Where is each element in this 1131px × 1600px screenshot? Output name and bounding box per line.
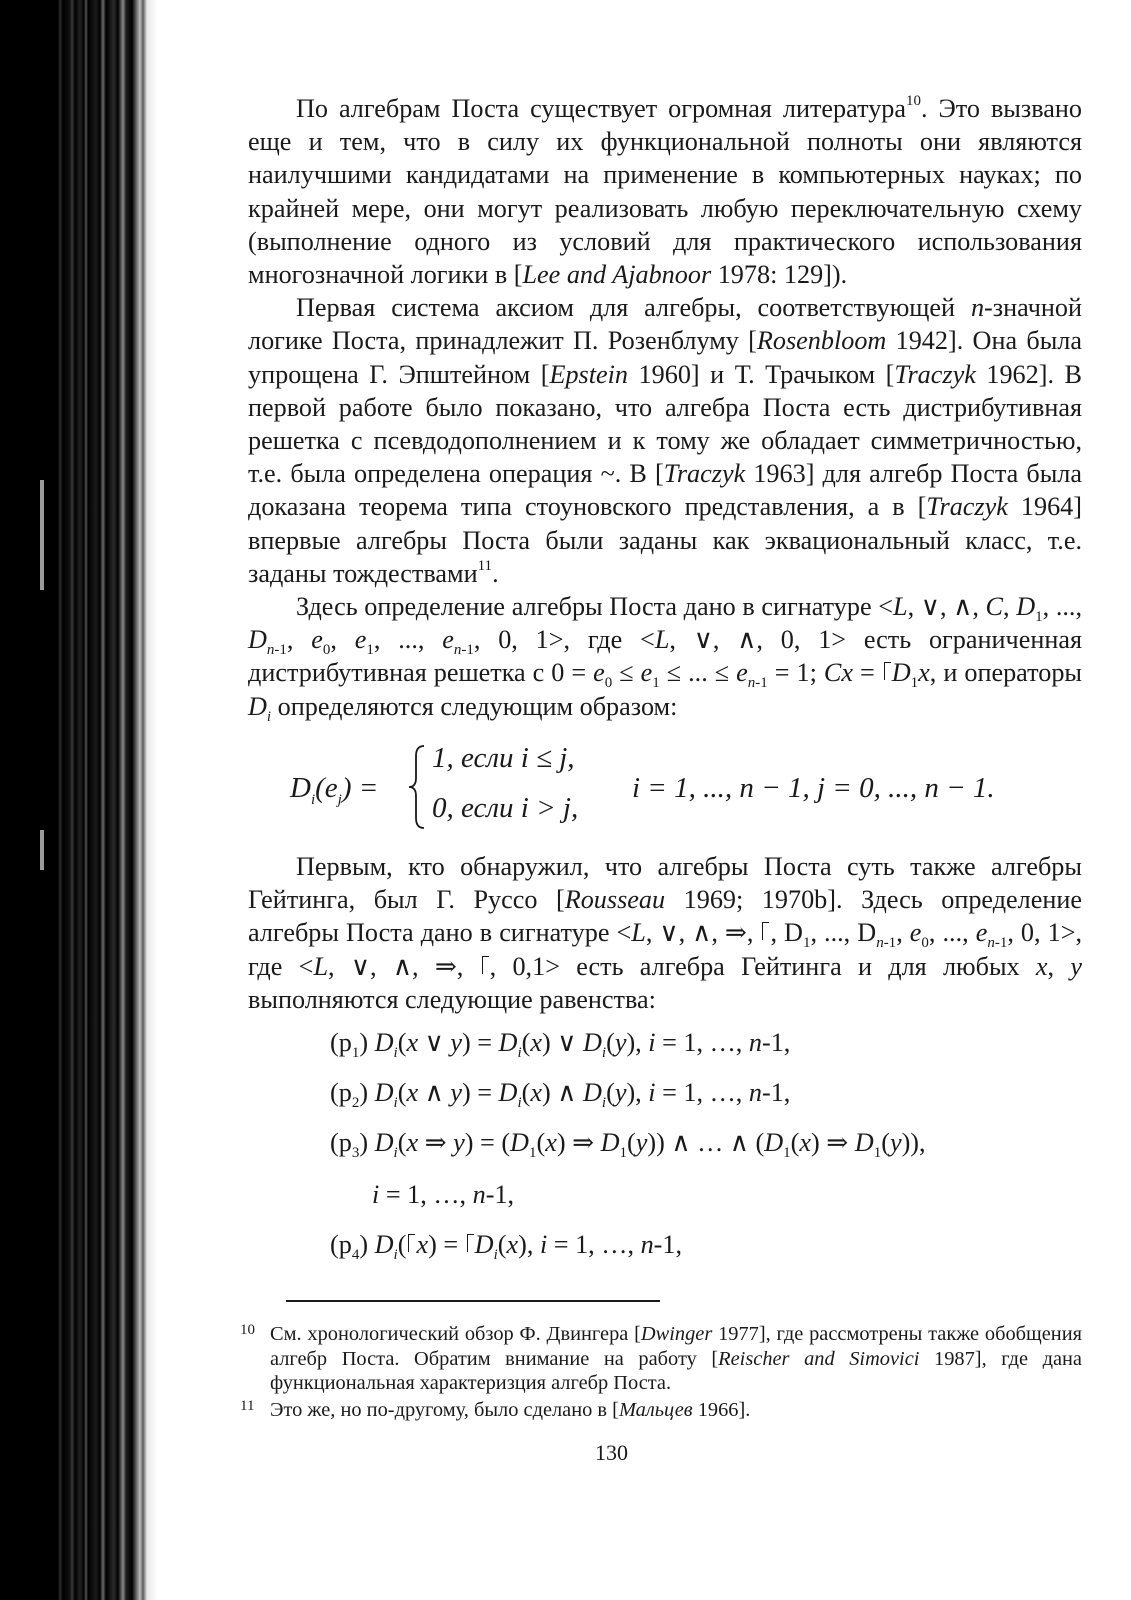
scan-binding-mark bbox=[40, 830, 44, 870]
scan-binding-mark bbox=[40, 480, 44, 590]
paragraph-4: Первым, кто обнаружил, что алгебры Поста суть также алгебры Гейтинга, был Г. Руссо [Rousseau 1969; 1970b]. Здесь определение алгебры Поста дано в сигнатуре <L, ∨, ∧, ⇒, , $D_1$, ..., $D_{n-1}$, $e_0$, ..., $e_{n-1}$, 0, 1>, где <L, ∨, ∧, ⇒, , 0,1> есть алгебра Гейтинга и для любых x, y выполняются следующие равенства: bbox=[248, 852, 1083, 1014]
paragraph-3: Здесь определение алгебры Поста дано в сигнатуре <L, ∨, ∧, C, $D_1$, ..., $D_{n-1}$, $e_0$, $e_1$, ..., $e_{n-1}$, 0, 1>, где <L, ∨, ∧, 0, 1> есть ограниченная дистрибутивная решетка с $0 = e_0 \le e_1$ ≤ ... ≤ $e_{n-1} = 1$; $Cx = D_1x$, и операторы $D_i$ определяются следующим образом: bbox=[248, 592, 1083, 725]
page-number: 130 bbox=[595, 1440, 628, 1465]
footnote-11: 11 Это же, но по-другому, было сделано в [Мальцев 1966]. bbox=[240, 1398, 751, 1421]
page-body bbox=[248, 92, 1082, 723]
paragraph-2: Первая система аксиом для алгебры, соответствующей n-значной логике Поста, принадлежит П. Розенблуму [Rosenbloom 1942]. Она была упрощена Г. Эпштейном [Epstein 1960] и Т. Трачыком [Traczyk 1962]. В первой работе было показано, что алгебра Поста есть дистрибутивная решетка с псевдодополнением и к тому же обладает симметричностью, т.е. была определена операция ~. В [Traczyk 1963] для алгебр Поста была доказана теорема типа стоуновского представления, а в [Traczyk 1964] впервые алгебры Поста были заданы как эквациональный класс, т.е. заданы тождествами$^{11}$. bbox=[248, 293, 1082, 588]
scan-binding-edge bbox=[0, 0, 158, 1600]
equation-p3: $(p_3)$ $D_i(x$ ⇒ $y) = (D_1(x)$ ⇒ $D_1(y)$) ∧ … ∧ ($D_1(x)$ ⇒ $D_1(y)$), bbox=[330, 1128, 926, 1162]
formula-brace bbox=[408, 744, 426, 830]
page-body-2 bbox=[248, 850, 1082, 1016]
equation-p2: $(p_2)$ $D_i(x$ ∧ $y) = D_i(x)$ ∧ $D_i(y)$, i = 1, …, n-1, bbox=[330, 1078, 791, 1112]
equation-p4: $(p_4)$ $D_i$( $x) = D_i(x)$, i = 1, …, n-1, bbox=[330, 1230, 683, 1264]
paragraph-1: По алгебрам Поста существует огромная литература$^{10}$. Это вызвано еще и тем, что в силу их функциональной полноты они являются наилучшими кандидатами на применение в компьютерных науках; по крайней мере, они могут реализовать любую переключательную схему (выполнение одного из условий для практического использования многозначной логики в [Lee and Ajabnoor 1978: 129]). bbox=[248, 93, 1082, 290]
formula-lhs: $D_i(e_j)$ = bbox=[290, 772, 379, 808]
formula-range: i = 1, ..., n − 1, j = 0, ..., n − 1. bbox=[632, 772, 995, 804]
display-formula bbox=[290, 736, 1050, 836]
formula-case-2: 0, если i > j, bbox=[432, 792, 579, 824]
equation-p1: $(p_1)$ $D_i(x$ ∨ $y) = D_i(x)$ ∨ $D_i(y)$, i = 1, …, n-1, bbox=[330, 1028, 791, 1062]
equation-p3-range: i = 1, …, n-1, bbox=[372, 1180, 515, 1209]
formula-case-1: 1, если i ≤ j, bbox=[432, 742, 575, 774]
footnote-rule bbox=[286, 1300, 660, 1302]
footnote-10: 10 См. хронологический обзор Ф. Двингера [Dwinger 1977], где рассмотрены также обобщения алгебр Поста. Обратим внимание на работу [Reischer and Simovici 1987], где дана функциональная характеризция алгебр Поста. bbox=[240, 1322, 1082, 1395]
